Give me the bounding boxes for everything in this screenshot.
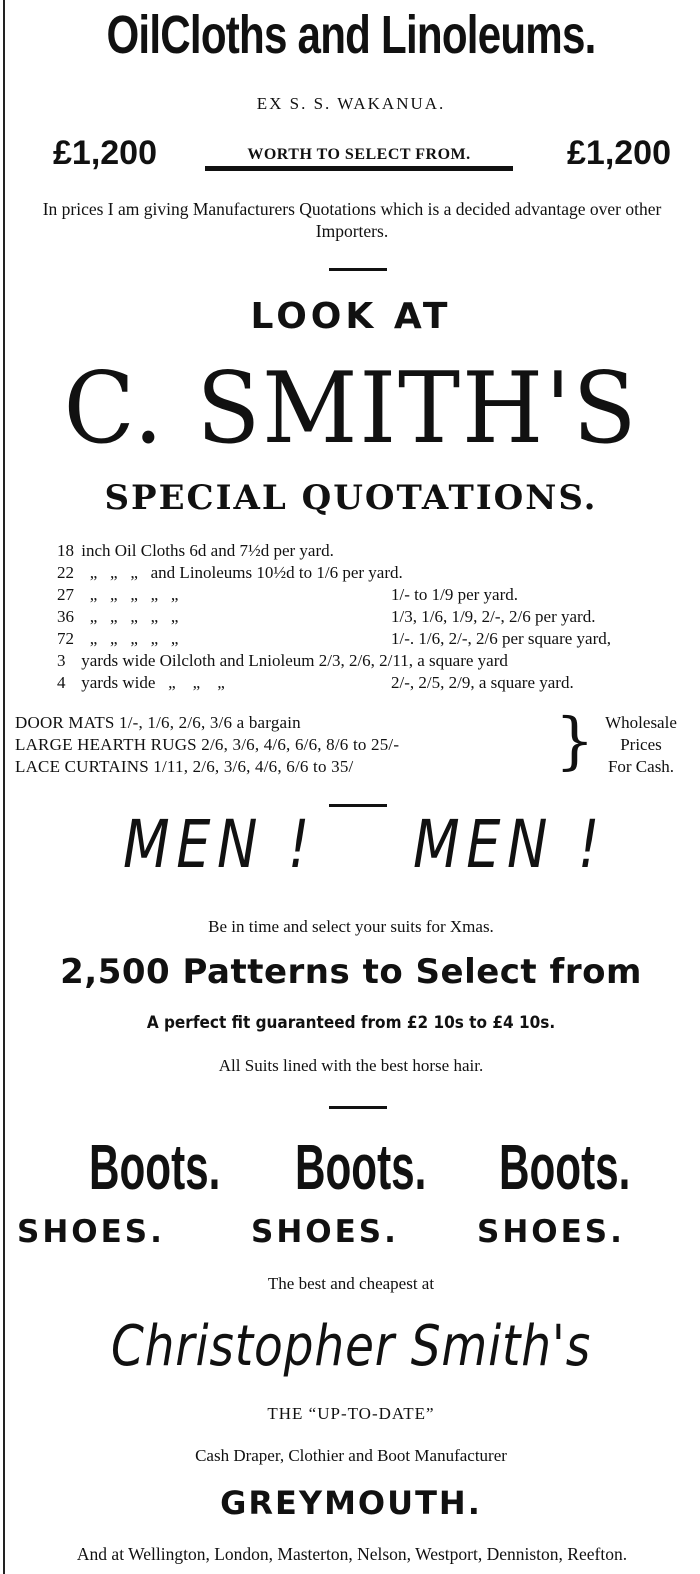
price-right: £1,200 [567,134,671,172]
shoes-word: SHOES. [477,1214,625,1250]
quotation-line [57,628,697,650]
lined-text: All Suits lined with the best horse hair. [218,1056,484,1075]
quotation-line [57,606,697,628]
price-left: £1,200 [53,134,157,172]
quotation-list [57,540,697,694]
quotation-qty: 72 [57,629,74,648]
quotation-qty: 27 [57,585,74,604]
quotation-prices: 1/-. 1/6, 2/-, 2/6 per square yard, [391,629,611,648]
divider-rule [329,1106,387,1109]
mat-line: LARGE HEARTH RUGS 2/6, 3/6, 4/6, 6/6, 8/6 to 25/- [15,735,400,754]
quotation-desc: „ „ „ „ „ [81,585,179,604]
look-at-heading: LOOK AT [250,296,452,337]
men-word: MEN ! [413,806,607,883]
branches-text: And at Wellington, London, Masterton, Nelson, Westport, Denniston, Reefton. [76,1544,628,1564]
men-heading [5,806,697,886]
quotation-desc: „ „ „ „ „ [81,607,179,626]
wholesale-line: Wholesale [605,713,677,732]
quotation-line [57,540,697,562]
headline: OilCloths and Linoleums. [106,5,596,65]
advertisement-page [3,0,697,1574]
cash-draper-text: Cash Draper, Clothier and Boot Manufacturer [195,1446,507,1465]
brace-glyph: } [555,704,595,777]
special-quotations-heading: SPECIAL QUOTATIONS. [104,478,598,518]
mat-line: LACE CURTAINS 1/11, 2/6, 3/6, 4/6, 6/6 to 35/ [15,757,354,776]
quotation-desc: inch Oil Cloths 6d and 7½d per yard. [81,541,334,560]
quotation-line [57,650,697,672]
quotation-qty: 3 [57,651,66,670]
quotation-qty: 22 [57,563,74,582]
mat-line: DOOR MATS 1/-, 1/6, 2/6, 3/6 a bargain [15,713,301,732]
best-cheapest-text: The best and cheapest at [267,1274,435,1293]
men-word: MEN ! [123,806,317,883]
quotation-prices: 1/- to 1/9 per yard. [391,585,518,604]
quotation-desc: yards wide Oilcloth and Lnioleum 2/3, 2/6, 2/11, a square yard [81,651,508,670]
wholesale-note [585,712,697,778]
town-heading: GREYMOUTH. [220,1484,482,1522]
quotation-qty: 36 [57,607,74,626]
wholesale-line: For Cash. [607,757,675,776]
quotation-desc: yards wide „ „ „ [81,673,225,692]
boots-heading [5,1130,697,1210]
quotation-qty: 18 [57,541,74,560]
boots-word: Boots. [499,1131,631,1203]
up-to-date-text: THE “UP-TO-DATE” [267,1404,435,1423]
shoes-word: SHOES. [251,1214,399,1250]
boots-word: Boots. [89,1131,221,1203]
quotation-desc: „ „ „ „ „ [81,629,179,648]
mats-list [15,712,555,778]
quotation-line [57,562,697,584]
wholesale-line: Prices [620,735,662,754]
quotation-prices: 2/-, 2/5, 2/9, a square yard. [391,673,574,692]
shoes-word: SHOES. [17,1214,165,1250]
intro-text: In prices I am giving Manufacturers Quotations which is a decided advantage over other Importers. [42,199,662,241]
quotation-prices: 1/3, 1/6, 1/9, 2/-, 2/6 per yard. [391,607,596,626]
merchant-name: C. SMITH'S [63,352,639,466]
perfect-fit-text: A perfect fit guaranteed from £2 10s to £4 10s. [146,1013,556,1033]
subheadline: EX S. S. WAKANUA. [256,94,446,113]
quotation-line [57,672,697,694]
quotation-desc: „ „ „ and Linoleums 10½d to 1/6 per yard. [81,563,403,582]
boots-word: Boots. [295,1131,427,1203]
quotation-line [57,584,697,606]
divider-rule [329,268,387,271]
patterns-heading: 2,500 Patterns to Select from [60,952,642,992]
price-row [5,134,697,178]
shoes-heading [5,1214,697,1254]
be-in-time-text: Be in time and select your suits for Xmas. [208,917,494,936]
quotation-qty: 4 [57,673,66,692]
worth-label: WORTH TO SELECT FROM. [205,146,513,171]
owner-name: Christopher Smith's [110,1314,592,1379]
